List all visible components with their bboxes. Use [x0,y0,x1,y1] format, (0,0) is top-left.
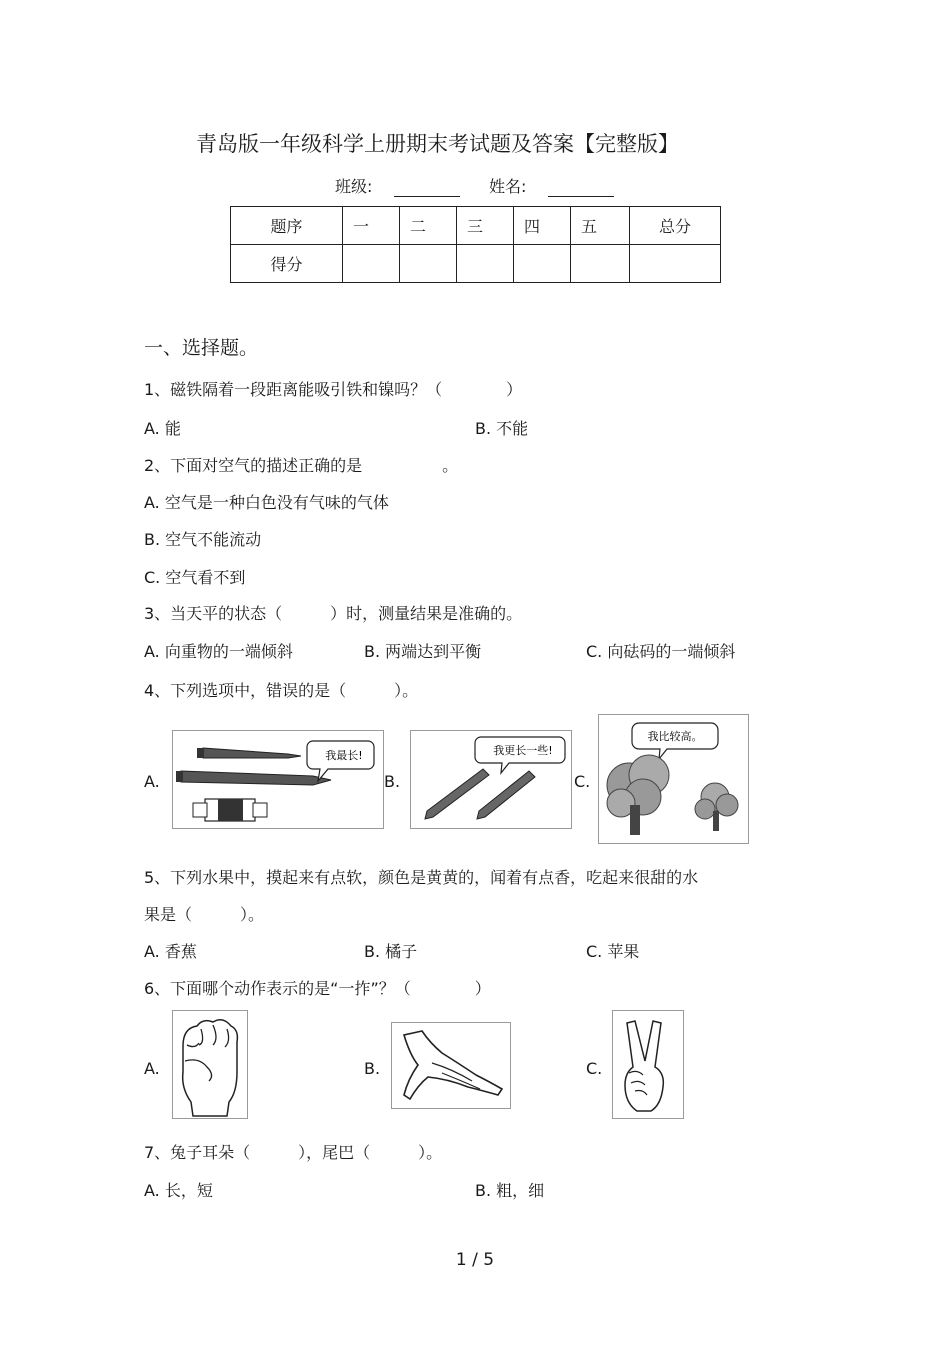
q3-option-b[interactable]: B. 两端达到平衡 [364,642,482,661]
q6-option-a[interactable]: A. [144,1059,160,1078]
q5-option-a[interactable]: A. 香蕉 [144,942,197,961]
pencils-image [172,730,384,829]
header-cell: 二 [400,207,457,245]
v-sign-image [612,1010,684,1119]
score-cell[interactable] [400,245,457,283]
q1-option-a[interactable]: A. 能 [144,419,181,438]
pencils-bubble-text: 我最长! [325,749,363,762]
q5-option-b[interactable]: B. 橘子 [364,942,418,961]
score-cell[interactable] [630,245,721,283]
header-cell: 五 [571,207,630,245]
header-cell: 一 [343,207,400,245]
score-cell[interactable] [343,245,400,283]
score-table-header-row [231,207,721,245]
class-label: 班级: [335,177,373,196]
q5-option-c[interactable]: C. 苹果 [586,942,640,961]
crayons-bubble-text: 我更长一些! [493,744,553,757]
fist-icon [173,1011,247,1118]
header-cell: 四 [514,207,571,245]
score-cell[interactable] [514,245,571,283]
name-field [489,174,614,197]
q2-option-b[interactable]: B. 空气不能流动 [144,530,262,549]
page-number: 1 / 5 [455,1250,495,1270]
class-blank[interactable] [394,178,460,197]
question-5-continued: 果是（ ）。 [144,905,265,924]
question-2: 2、下面对空气的描述正确的是 。 [144,456,459,475]
q3-option-c[interactable]: C. 向砝码的一端倾斜 [586,642,736,661]
section-title: 一、选择题。 [144,337,259,359]
pencils-illustration [173,731,383,828]
q2-option-a[interactable]: A. 空气是一种白色没有气味的气体 [144,493,389,512]
q6-option-c[interactable]: C. [586,1059,603,1078]
trees-image [598,714,749,844]
trees-bubble-text: 我比较高。 [647,730,703,743]
v-sign-icon [613,1011,683,1118]
class-field [335,174,460,197]
q4-option-a[interactable]: A. [144,772,160,791]
crayons-illustration [411,731,571,828]
q7-option-a[interactable]: A. 长，短 [144,1181,213,1200]
question-7: 7、兔子耳朵（ ），尾巴（ ）。 [144,1143,443,1162]
score-table-score-row [231,245,721,283]
fist-image [172,1010,248,1119]
page-title: 青岛版一年级科学上册期末考试题及答案【完整版】 [196,132,679,156]
q7-option-b[interactable]: B. 粗，细 [475,1181,545,1200]
q4-option-b[interactable]: B. [384,772,401,791]
q4-option-c[interactable]: C. [574,772,591,791]
hand-span-icon [392,1023,510,1108]
question-6: 6、下面哪个动作表示的是“一拃”？（ ） [144,979,491,998]
q3-option-a[interactable]: A. 向重物的一端倾斜 [144,642,293,661]
score-cell[interactable] [457,245,514,283]
trees-illustration [599,715,748,843]
question-4: 4、下列选项中，错误的是（ ）。 [144,681,419,700]
question-1: 1、磁铁隔着一段距离能吸引铁和镍吗？（ ） [144,380,523,399]
q2-option-c[interactable]: C. 空气看不到 [144,568,246,587]
question-3: 3、当天平的状态（ ）时，测量结果是准确的。 [144,604,523,623]
hand-span-image [391,1022,511,1109]
score-table [230,206,721,283]
header-cell: 总分 [630,207,721,245]
score-cell[interactable] [571,245,630,283]
name-blank[interactable] [548,178,614,197]
question-5: 5、下列水果中，摸起来有点软，颜色是黄黄的，闻着有点香，吃起来很甜的水 [144,868,699,887]
name-label: 姓名: [489,177,527,196]
q6-option-b[interactable]: B. [364,1059,381,1078]
q1-option-b[interactable]: B. 不能 [475,419,529,438]
crayons-image [410,730,572,829]
header-cell: 题序 [231,207,343,245]
header-cell: 三 [457,207,514,245]
row-label-cell: 得分 [231,245,343,283]
